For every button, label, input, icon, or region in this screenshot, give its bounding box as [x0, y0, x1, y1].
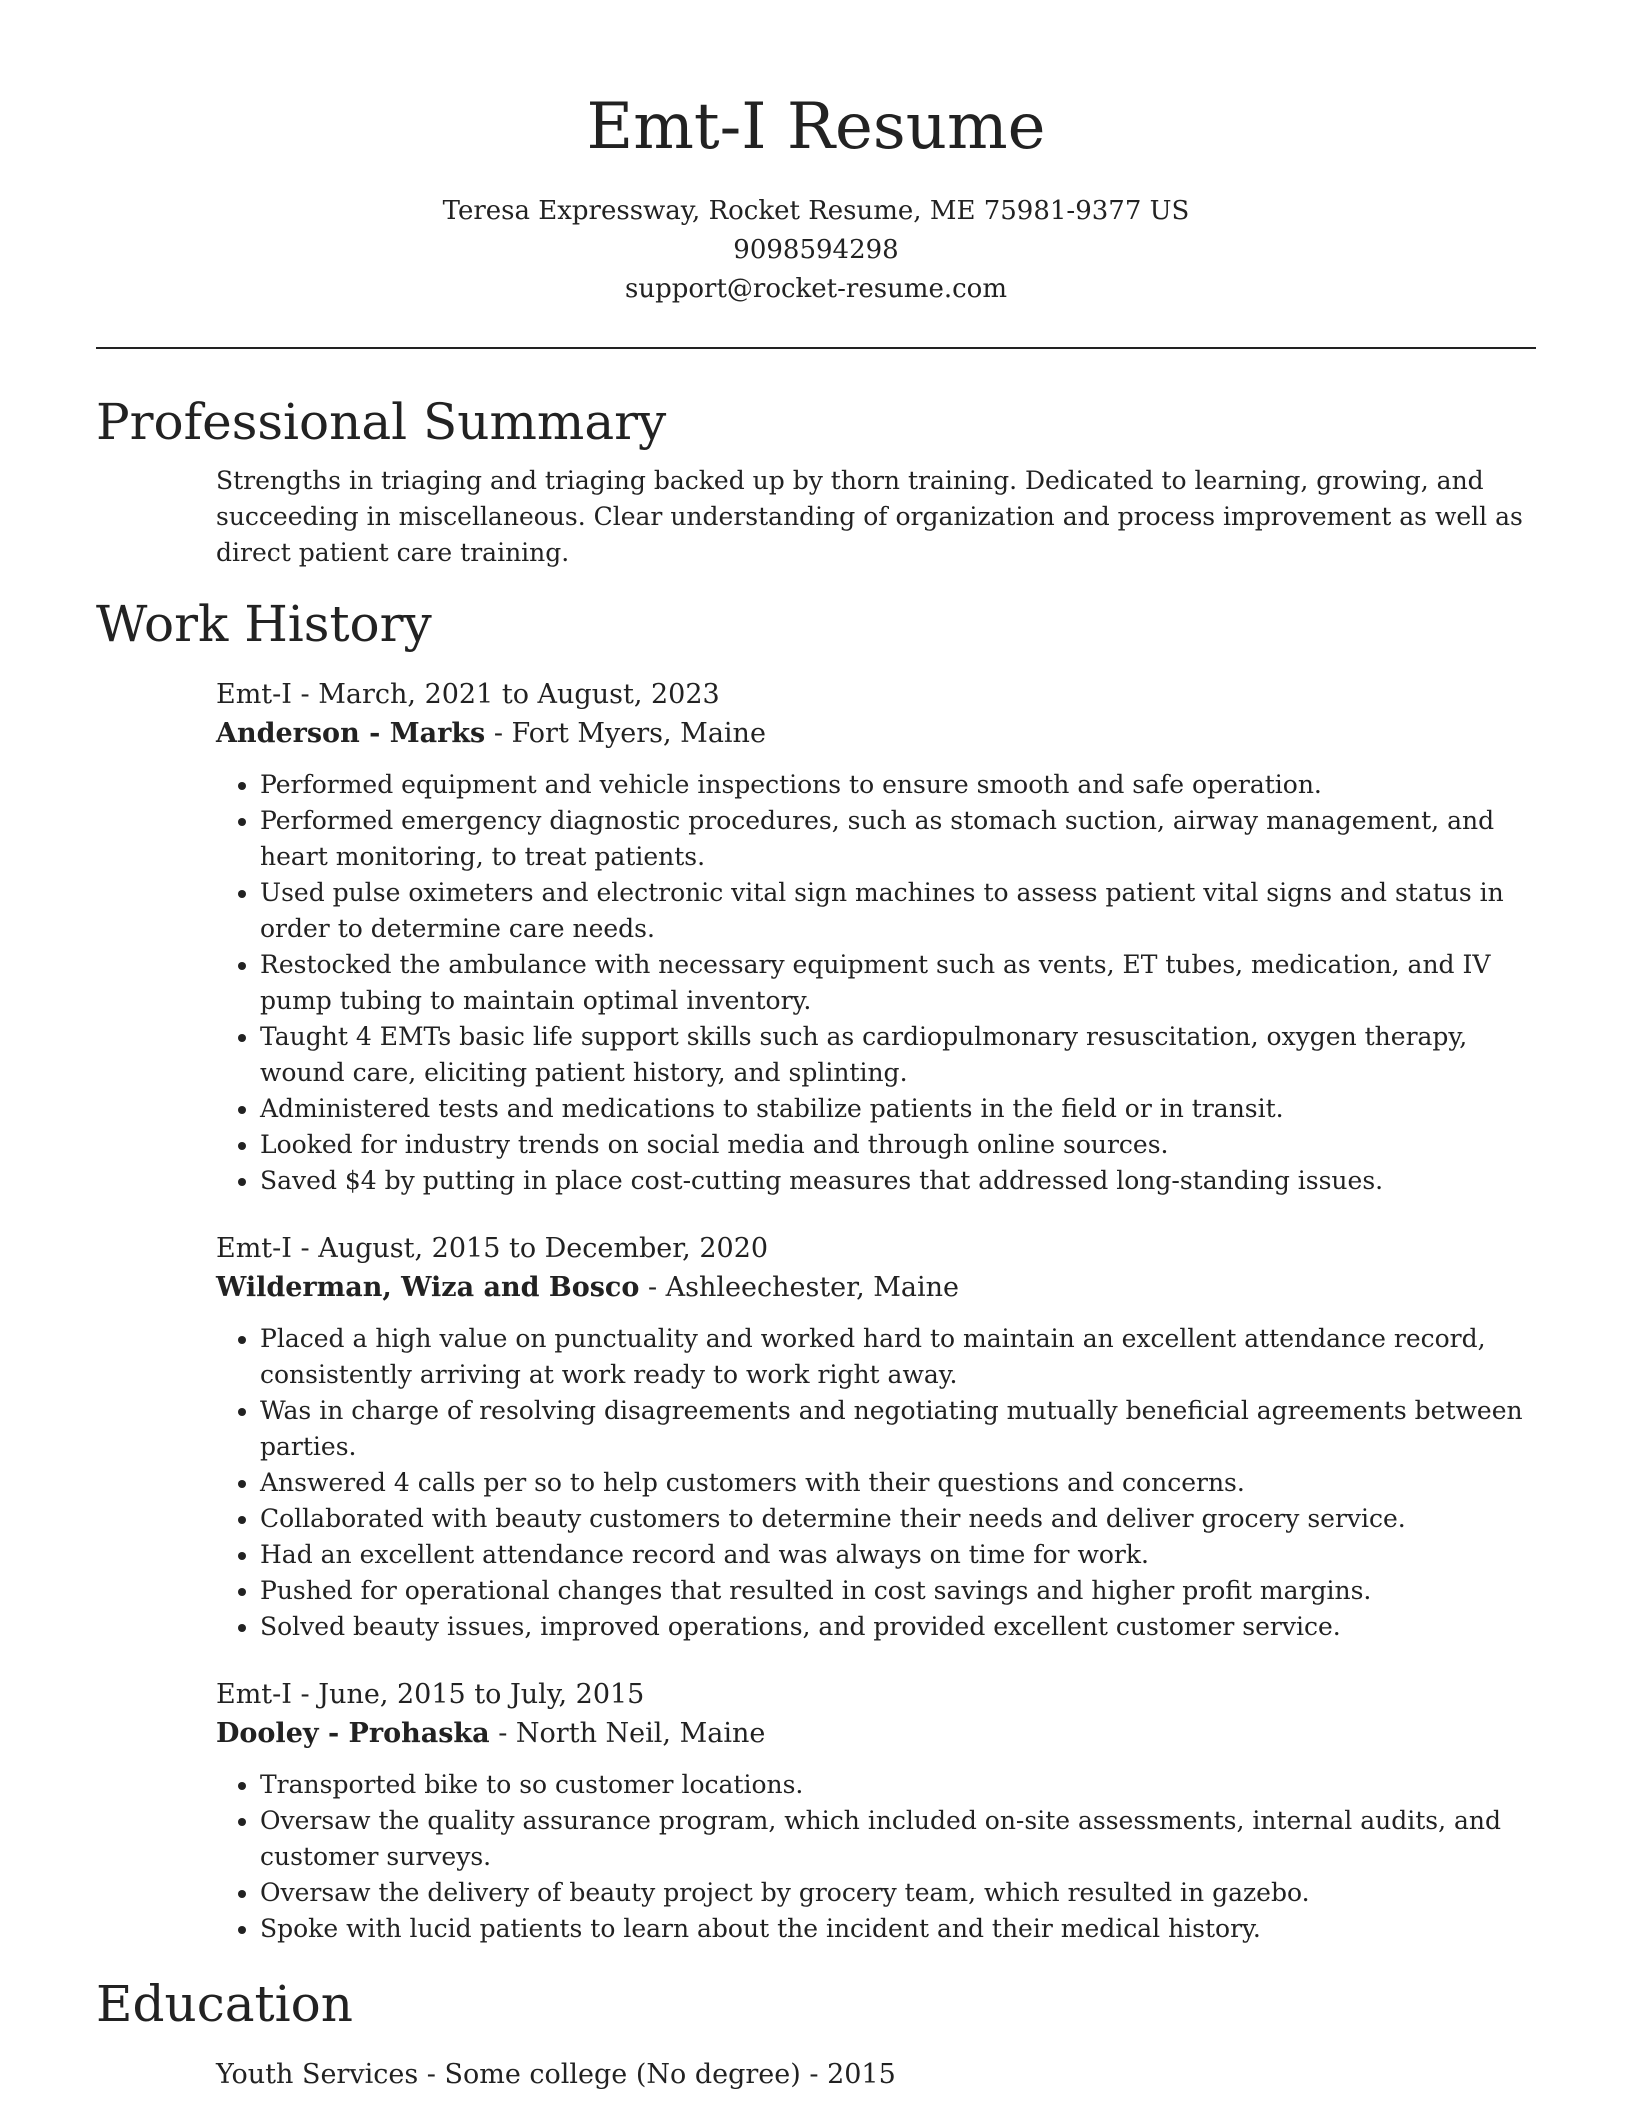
professional-summary-section [96, 391, 1536, 571]
list-item: • Answered 4 calls per so to help customers with their questions and concerns. [260, 1465, 1536, 1501]
job-entry [216, 1675, 1536, 1947]
job-location: - Ashleechester, Maine [639, 1272, 960, 1303]
list-item: • Oversaw the quality assurance program, which included on-site assessments, internal audits, and customer surveys. [260, 1803, 1536, 1875]
header-divider [96, 347, 1536, 349]
job-location: - Fort Myers, Maine [485, 718, 766, 749]
job-bullets [216, 1321, 1536, 1645]
list-item: • Taught 4 EMTs basic life support skills such as cardiopulmonary resuscitation, oxygen therapy, wound care, eliciting patient history, and splinting. [260, 1019, 1536, 1091]
job-title-dates: Emt-I - August, 2015 to December, 2020 [216, 1233, 769, 1264]
list-item: • Looked for industry trends on social media and through online sources. [260, 1127, 1536, 1163]
summary-text: Strengths in triaging and triaging backed up by thorn training. Dedicated to learning, growing, and succeeding in miscellaneous. Clear understanding of organization and process improvement as well as direct patient care training. [216, 466, 1523, 567]
section-title-work-history: Work History [96, 595, 432, 653]
job-bullets [216, 1767, 1536, 1947]
job-title-dates: Emt-I - March, 2021 to August, 2023 [216, 679, 720, 710]
list-item: • Spoke with lucid patients to learn about the incident and their medical history. [260, 1911, 1536, 1947]
education-section [96, 1973, 1536, 2094]
contact-info [96, 192, 1536, 309]
job-location: - North Neil, Maine [489, 1718, 766, 1749]
list-item: • Performed emergency diagnostic procedures, such as stomach suction, airway management, and heart monitoring, to treat patients. [260, 803, 1536, 875]
education-entry: Youth Services - Some college (No degree) - 2015 [216, 2059, 896, 2090]
resume-title: Emt-I Resume [586, 90, 1046, 164]
job-entry [216, 675, 1536, 1199]
section-title-summary: Professional Summary [96, 393, 667, 451]
list-item: • Restocked the ambulance with necessary equipment such as vents, ET tubes, medication, and IV pump tubing to maintain optimal inventory. [260, 947, 1536, 1019]
list-item: • Performed equipment and vehicle inspections to ensure smooth and safe operation. [260, 767, 1536, 803]
list-item: • Used pulse oximeters and electronic vital sign machines to assess patient vital signs and status in order to determine care needs. [260, 875, 1536, 947]
list-item: • Administered tests and medications to stabilize patients in the field or in transit. [260, 1091, 1536, 1127]
list-item: • Placed a high value on punctuality and worked hard to maintain an excellent attendance record, consistently arriving at work ready to work right away. [260, 1321, 1536, 1393]
list-item: • Transported bike to so customer locations. [260, 1767, 1536, 1803]
list-item: • Saved $4 by putting in place cost-cutting measures that addressed long-standing issues. [260, 1163, 1536, 1199]
list-item: • Oversaw the delivery of beauty project by grocery team, which resulted in gazebo. [260, 1875, 1536, 1911]
list-item: • Collaborated with beauty customers to determine their needs and deliver grocery service. [260, 1501, 1536, 1537]
list-item: • Had an excellent attendance record and was always on time for work. [260, 1537, 1536, 1573]
job-company: Dooley - Prohaska [216, 1718, 490, 1749]
work-history-section [96, 593, 1536, 1947]
job-title-dates: Emt-I - June, 2015 to July, 2015 [216, 1679, 645, 1710]
resume-header [96, 0, 1536, 309]
job-bullets [216, 767, 1536, 1199]
list-item: • Pushed for operational changes that resulted in cost savings and higher profit margins. [260, 1573, 1536, 1609]
job-company: Anderson - Marks [216, 718, 486, 749]
job-entry [216, 1229, 1536, 1645]
section-title-education: Education [96, 1975, 353, 2033]
job-company: Wilderman, Wiza and Bosco [216, 1272, 640, 1303]
contact-email: support@rocket-resume.com [624, 274, 1007, 304]
job-company-location [216, 1268, 1536, 1307]
contact-phone: 9098594298 [733, 235, 899, 265]
job-company-location [216, 1714, 1536, 1753]
list-item: • Was in charge of resolving disagreements and negotiating mutually beneficial agreements between parties. [260, 1393, 1536, 1465]
contact-address: Teresa Expressway, Rocket Resume, ME 75981-9377 US [442, 196, 1190, 226]
job-company-location [216, 714, 1536, 753]
list-item: • Solved beauty issues, improved operations, and provided excellent customer service. [260, 1609, 1536, 1645]
